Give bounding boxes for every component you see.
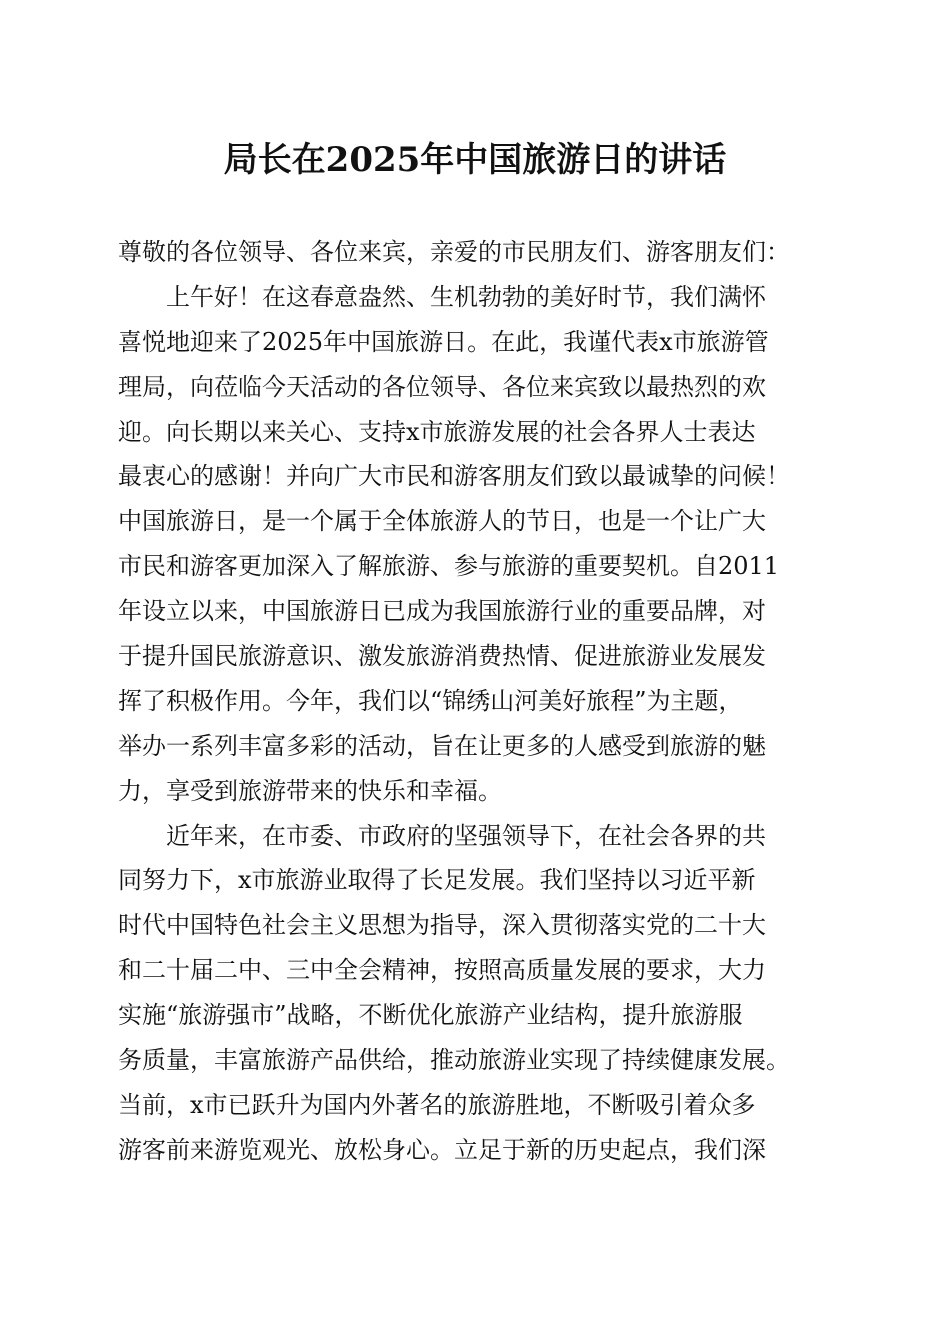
paragraph-line: 上午好！在这春意盎然、生机勃勃的美好时节，我们满怀 bbox=[166, 282, 766, 311]
paragraph-line: 举办一系列丰富多彩的活动，旨在让更多的人感受到旅游的魅 bbox=[118, 731, 766, 760]
paragraph-line: 当前，x市已跃升为国内外著名的旅游胜地，不断吸引着众多 bbox=[118, 1090, 756, 1119]
document-title: 局长在2025年中国旅游日的讲话 bbox=[223, 140, 727, 180]
paragraph-line: 时代中国特色社会主义思想为指导，深入贯彻落实党的二十大 bbox=[118, 911, 766, 940]
paragraph-1 bbox=[118, 275, 834, 814]
paragraph-line: 年设立以来，中国旅游日已成为我国旅游行业的重要品牌，对 bbox=[118, 597, 766, 626]
paragraph-line: 挥了积极作用。今年，我们以“锦绣山河美好旅程”为主题， bbox=[118, 686, 743, 715]
paragraph-line: 于提升国民旅游意识、激发旅游消费热情、促进旅游业发展发 bbox=[118, 642, 766, 671]
paragraph-line: 理局，向莅临今天活动的各位领导、各位来宾致以最热烈的欢 bbox=[118, 372, 766, 401]
paragraph-line: 游客前来游览观光、放松身心。立足于新的历史起点，我们深 bbox=[118, 1135, 766, 1164]
paragraph-line: 最衷心的感谢！并向广大市民和游客朋友们致以最诚挚的问候！ bbox=[118, 462, 790, 491]
paragraph-2 bbox=[118, 814, 834, 1173]
paragraph-line: 务质量，丰富旅游产品供给，推动旅游业实现了持续健康发展。 bbox=[118, 1046, 790, 1075]
paragraph-line: 喜悦地迎来了2025年中国旅游日。在此，我谨代表x市旅游管 bbox=[118, 327, 769, 356]
paragraph-line: 实施“旅游强市”战略，不断优化旅游产业结构，提升旅游服 bbox=[118, 1001, 743, 1030]
document-body bbox=[118, 230, 834, 1173]
paragraph-line: 市民和游客更加深入了解旅游、参与旅游的重要契机。自2011 bbox=[118, 552, 780, 581]
paragraph-line: 同努力下，x市旅游业取得了长足发展。我们坚持以习近平新 bbox=[118, 866, 756, 895]
paragraph-line: 和二十届二中、三中全会精神，按照高质量发展的要求，大力 bbox=[118, 956, 766, 985]
paragraph-line: 力，享受到旅游带来的快乐和幸福。 bbox=[118, 776, 502, 805]
salutation: 尊敬的各位领导、各位来宾，亲爱的市民朋友们、游客朋友们： bbox=[118, 238, 790, 266]
paragraph-line: 近年来，在市委、市政府的坚强领导下，在社会各界的共 bbox=[166, 821, 766, 850]
paragraph-line: 中国旅游日，是一个属于全体旅游人的节日，也是一个让广大 bbox=[118, 507, 766, 536]
paragraph-line: 迎。向长期以来关心、支持x市旅游发展的社会各界人士表达 bbox=[118, 417, 756, 446]
